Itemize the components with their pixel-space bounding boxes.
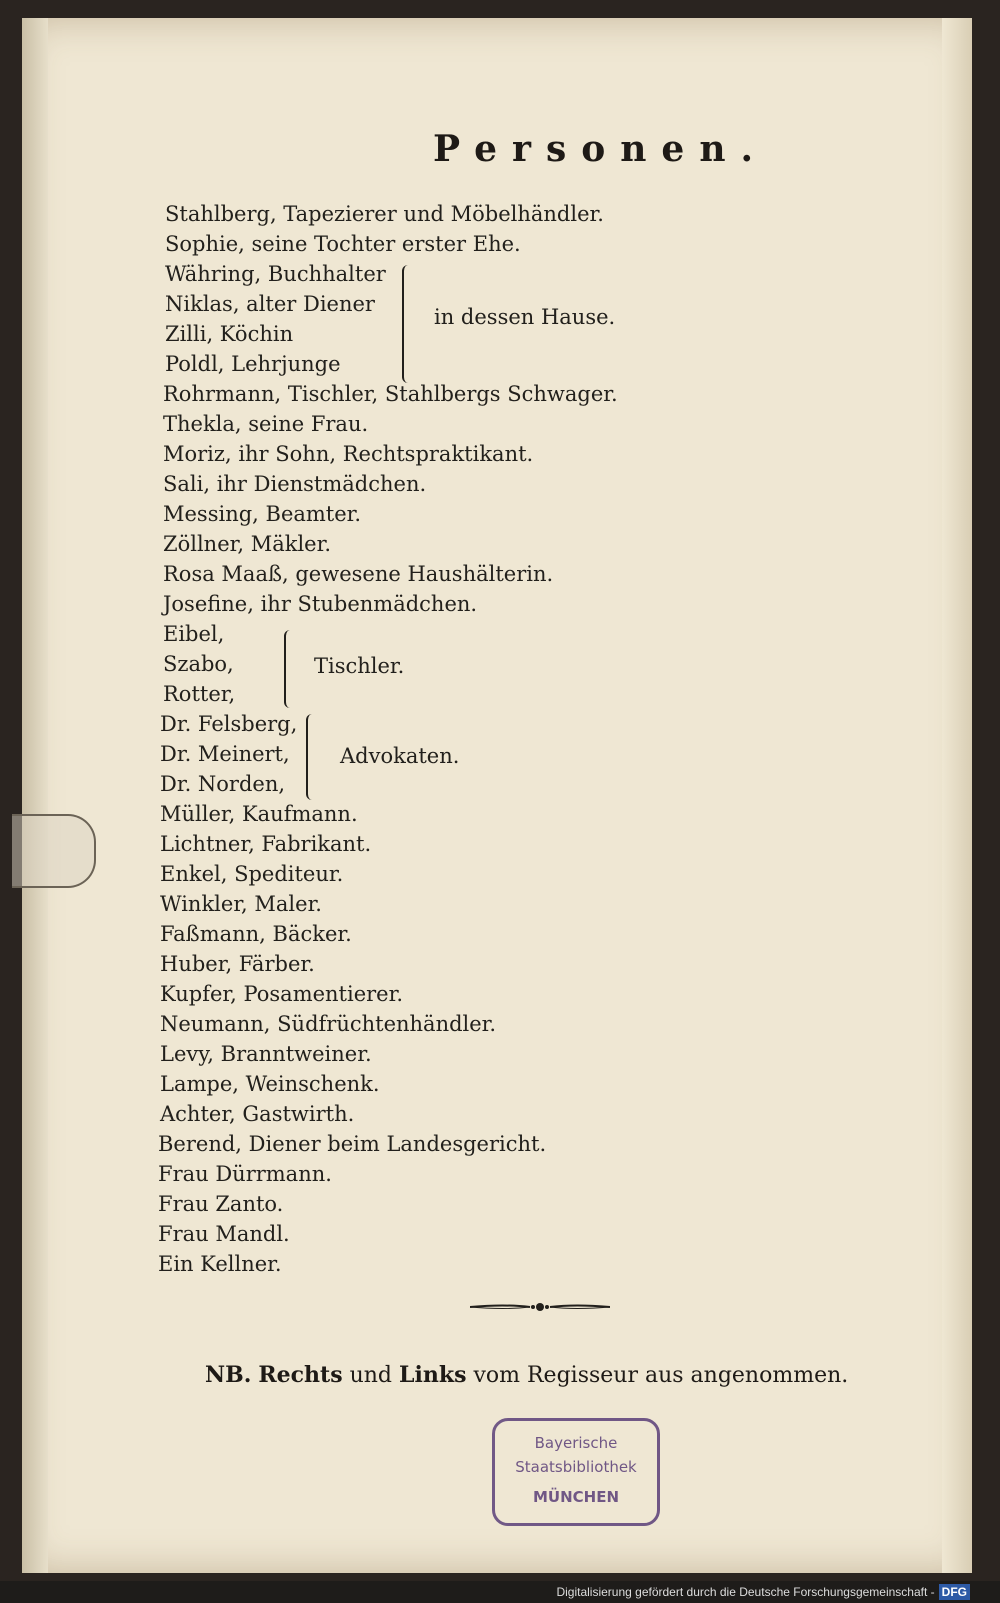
direction-note (205, 1362, 848, 1388)
cast-entry: Szabo, (163, 652, 234, 676)
cast-entry: Rohrmann, Tischler, Stahlbergs Schwager. (163, 382, 618, 406)
cast-entry: Sali, ihr Dienstmädchen. (163, 472, 427, 496)
cast-entry: Müller, Kaufmann. (160, 802, 358, 826)
cast-entry: Moriz, ihr Sohn, Rechtspraktikant. (163, 442, 534, 466)
cast-entry: Poldl, Lehrjunge (165, 352, 341, 376)
page-title: Personen. (433, 128, 769, 170)
cast-entry: Enkel, Spediteur. (160, 862, 344, 886)
note-rest: vom Regisseur aus angenommen. (473, 1363, 849, 1388)
cast-entry: Levy, Branntweiner. (160, 1042, 372, 1066)
note-word-right: Rechts (258, 1362, 343, 1388)
cast-entry: Kupfer, Posamentierer. (160, 982, 404, 1006)
cast-entry: Winkler, Maler. (160, 892, 322, 916)
cast-entry: Eibel, (163, 622, 225, 646)
note-word-left: Links (399, 1362, 467, 1388)
stamp-line-1: Bayerische (534, 1434, 618, 1452)
dfg-logo: DFG (939, 1584, 970, 1600)
stamp-line-2: Staatsbibliothek (515, 1458, 637, 1476)
cast-entry: Lampe, Weinschenk. (160, 1072, 380, 1096)
stamp-line-3: MÜNCHEN (532, 1488, 620, 1506)
cast-entry: Dr. Meinert, (160, 742, 290, 766)
ornament-divider (470, 1300, 610, 1314)
cast-entry: Rosa Maaß, gewesene Haushälterin. (163, 562, 554, 586)
cast-entry: Frau Zanto. (158, 1192, 284, 1216)
cast-entry: Thekla, seine Frau. (163, 412, 369, 436)
cast-entry: Stahlberg, Tapezierer und Möbelhändler. (165, 202, 604, 226)
cast-entry: Messing, Beamter. (163, 502, 362, 526)
note-prefix: NB. (205, 1362, 252, 1388)
cast-entry: Frau Dürrmann. (158, 1162, 332, 1186)
lawyers-brace (306, 714, 322, 800)
cast-entry: Sophie, seine Tochter erster Ehe. (165, 232, 521, 256)
cast-entry: Niklas, alter Diener (165, 292, 375, 316)
carpenters-brace (284, 630, 300, 708)
cast-entry: Lichtner, Fabrikant. (160, 832, 372, 856)
note-and: und (349, 1363, 393, 1388)
page-gutter (22, 18, 48, 1573)
cast-entry: Ein Kellner. (158, 1252, 282, 1276)
footer-text: Digitalisierung gefördert durch die Deutsche Forschungsgemeinschaft - (556, 1585, 935, 1599)
carpenters-group-label: Tischler. (314, 654, 405, 678)
page-edge (942, 18, 972, 1573)
library-stamp (492, 1418, 660, 1526)
household-brace (402, 265, 418, 383)
page-clip-tab (12, 814, 96, 888)
lawyers-group-label: Advokaten. (340, 744, 460, 768)
cast-entry: Zöllner, Mäkler. (163, 532, 331, 556)
cast-entry: Josefine, ihr Stubenmädchen. (163, 592, 478, 616)
cast-entry: Währing, Buchhalter (165, 262, 386, 286)
cast-entry: Zilli, Köchin (165, 322, 294, 346)
cast-entry: Neumann, Südfrüchtenhändler. (160, 1012, 497, 1036)
cast-entry: Dr. Felsberg, (160, 712, 298, 736)
digitization-footer (0, 1581, 1000, 1603)
cast-entry: Frau Mandl. (158, 1222, 290, 1246)
cast-entry: Berend, Diener beim Landesgericht. (158, 1132, 547, 1156)
cast-entry: Huber, Färber. (160, 952, 315, 976)
cast-entry: Achter, Gastwirth. (160, 1102, 355, 1126)
household-group-label: in dessen Hause. (434, 305, 616, 329)
cast-entry: Dr. Norden, (160, 772, 286, 796)
cast-entry: Faßmann, Bäcker. (160, 922, 352, 946)
cast-entry: Rotter, (163, 682, 236, 706)
